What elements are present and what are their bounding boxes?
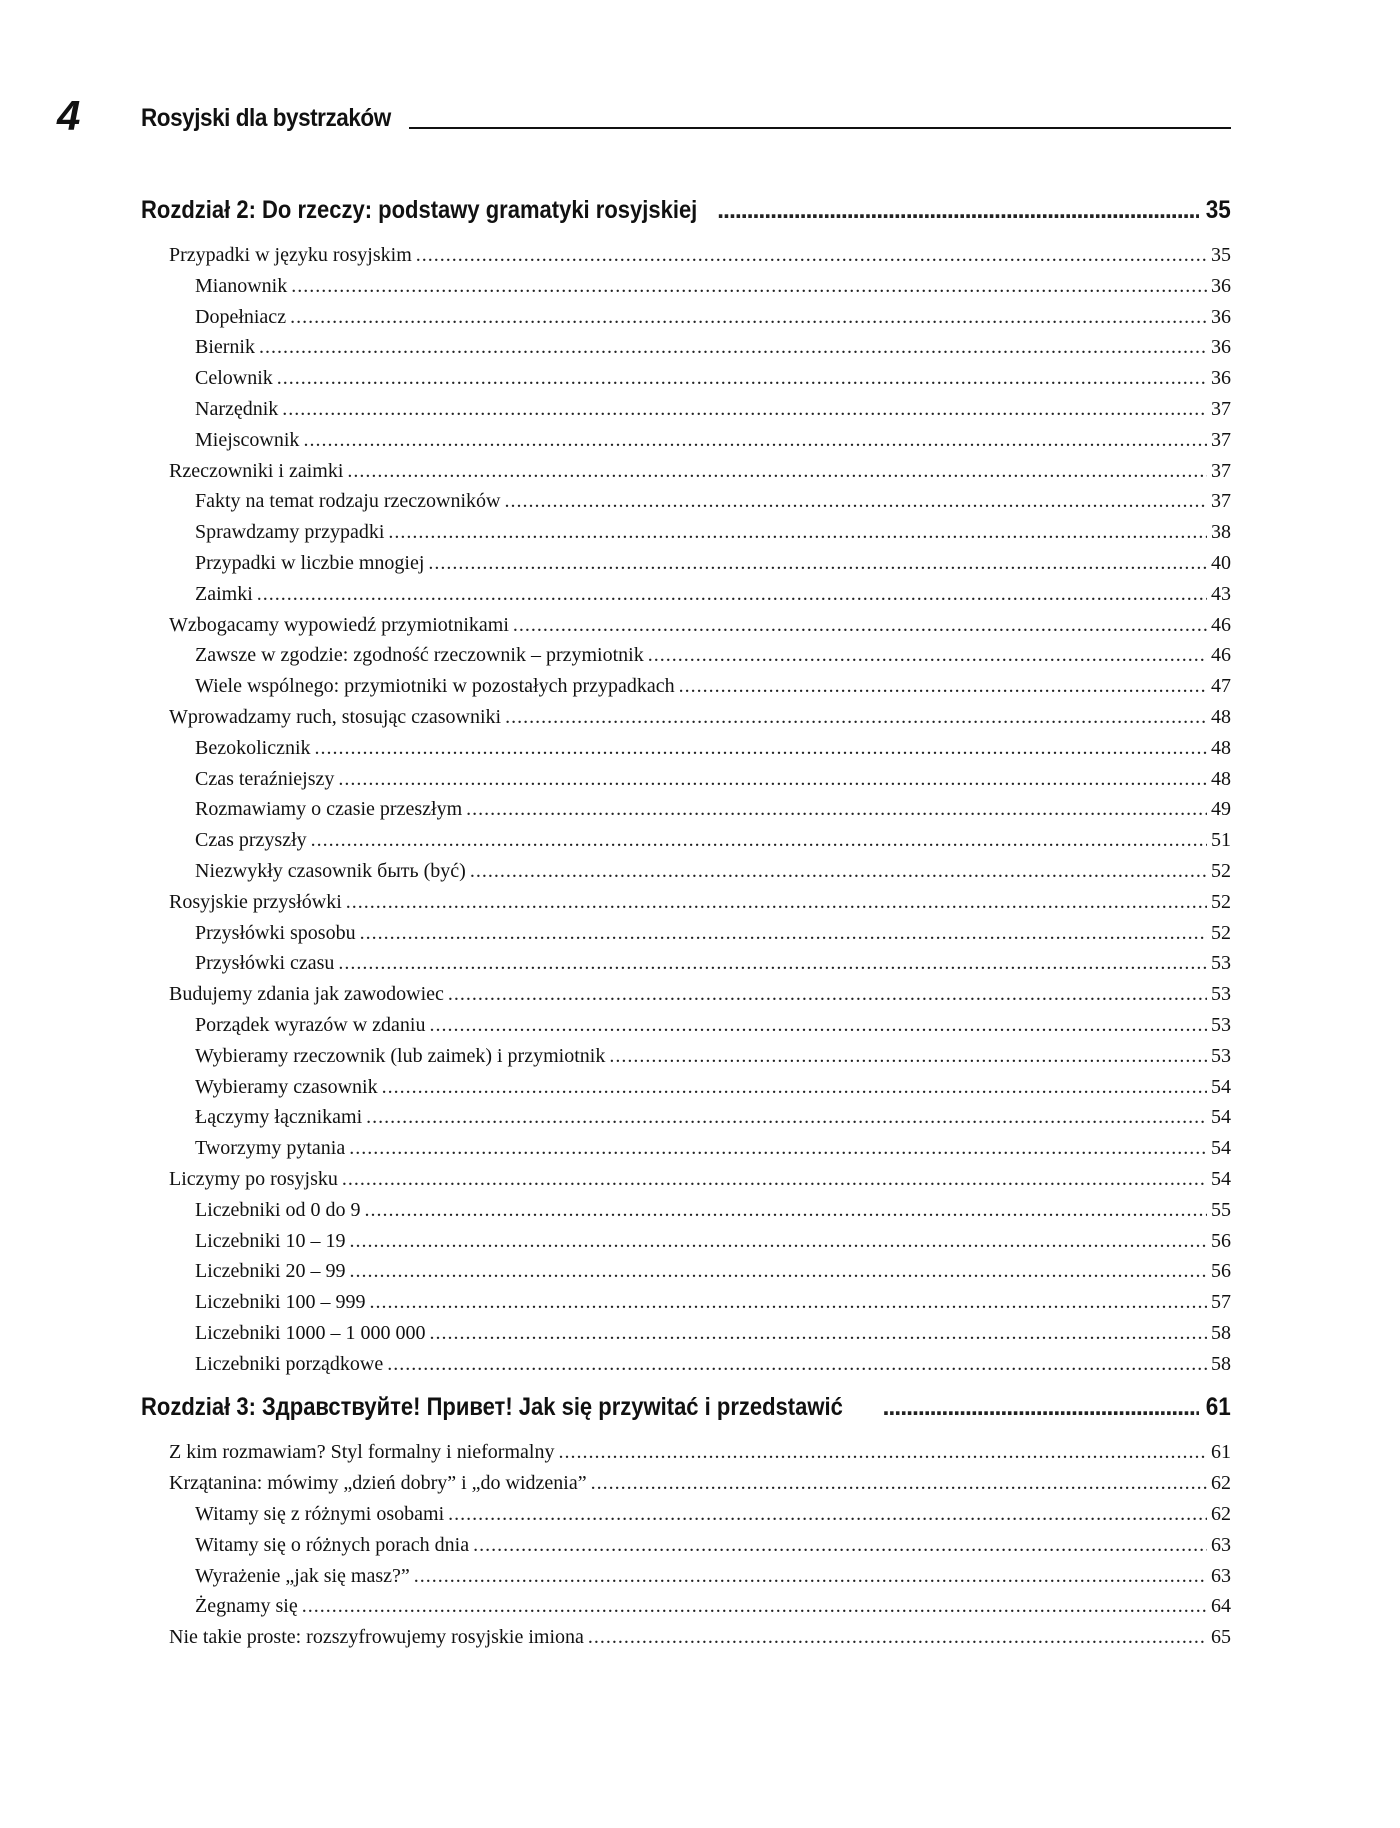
- toc-entry[interactable]: [141, 1472, 1231, 1503]
- leader-dots: [387, 1353, 1207, 1376]
- toc-entry-title: Z kim rozmawiam? Styl formalny i nieformalny: [169, 1441, 555, 1464]
- toc-entry-title: Wybieramy rzeczownik (lub zaimek) i przymiotnik: [195, 1044, 606, 1067]
- toc-entry-page: 64: [1211, 1595, 1231, 1618]
- toc-entry-title: Dopełniacz: [195, 305, 287, 328]
- toc-entry-page: 37: [1211, 459, 1231, 482]
- toc-entry-page: 43: [1211, 582, 1231, 605]
- header-rule: [409, 127, 1231, 129]
- toc-entry-page: 46: [1211, 613, 1231, 636]
- toc-entry-title: Fakty na temat rodzaju rzeczowników: [195, 490, 501, 513]
- toc-entry-title: Witamy się z różnymi osobami: [195, 1503, 445, 1526]
- leader-dots: [302, 1595, 1207, 1618]
- toc-entry-page: 56: [1211, 1229, 1231, 1252]
- leader-dots: [277, 367, 1207, 390]
- toc-entry[interactable]: [141, 1230, 1231, 1261]
- toc-entry[interactable]: [141, 1291, 1231, 1322]
- toc-entry-page: 48: [1211, 705, 1231, 728]
- leader-dots: [382, 1076, 1207, 1099]
- book-title: Rosyjski dla bystrzaków: [141, 104, 391, 132]
- toc-entry-page: 48: [1211, 767, 1231, 790]
- leader-dots: [448, 1503, 1207, 1526]
- toc-entry[interactable]: [141, 460, 1231, 491]
- toc-entry-title: Wprowadzamy ruch, stosując czasowniki: [169, 705, 502, 728]
- toc-entry-page: 63: [1211, 1564, 1231, 1587]
- toc-entry-title: Wybieramy czasownik: [195, 1075, 378, 1098]
- toc-entry[interactable]: [141, 1045, 1231, 1076]
- toc-entry[interactable]: [141, 737, 1231, 768]
- toc-entry[interactable]: [141, 1137, 1231, 1168]
- toc-entry-page: 37: [1211, 428, 1231, 451]
- toc-entry-page: 53: [1211, 1013, 1231, 1036]
- running-header: [141, 104, 1231, 133]
- toc-entry-page: 40: [1211, 551, 1231, 574]
- toc-entry[interactable]: [141, 1441, 1231, 1472]
- toc-entry-title: Krzątanina: mówimy „dzień dobry” i „do widzenia”: [169, 1472, 587, 1495]
- toc-entry-title: Przysłówki czasu: [195, 952, 335, 975]
- table-of-contents: [141, 196, 1231, 1657]
- toc-entry[interactable]: [141, 1565, 1231, 1596]
- toc-entry-title: Narzędnik: [195, 397, 279, 420]
- toc-entry-title: Czas przyszły: [195, 829, 307, 852]
- leader-dots: [883, 1393, 1200, 1422]
- toc-entry[interactable]: [141, 583, 1231, 614]
- toc-entry[interactable]: [141, 829, 1231, 860]
- toc-entry-page: 53: [1211, 983, 1231, 1006]
- leader-dots: [648, 644, 1207, 667]
- toc-entry[interactable]: [141, 952, 1231, 983]
- leader-dots: [470, 860, 1207, 883]
- leader-dots: [346, 891, 1207, 914]
- leader-dots: [338, 952, 1207, 975]
- leader-dots: [679, 675, 1207, 698]
- leader-dots: [365, 1199, 1207, 1222]
- leader-dots: [428, 552, 1207, 575]
- toc-entry-page: 57: [1211, 1291, 1231, 1314]
- toc-entry[interactable]: [141, 1199, 1231, 1230]
- leader-dots: [416, 244, 1207, 267]
- leader-dots: [388, 521, 1207, 544]
- leader-dots: [349, 1137, 1207, 1160]
- toc-entry[interactable]: [141, 1626, 1231, 1657]
- toc-entry[interactable]: [141, 429, 1231, 460]
- toc-entry[interactable]: [141, 1353, 1231, 1384]
- toc-entry-page: 48: [1211, 736, 1231, 759]
- toc-entry-page: 52: [1211, 859, 1231, 882]
- chapter-3-heading[interactable]: [141, 1393, 1231, 1433]
- leader-dots: [513, 614, 1207, 637]
- toc-entry-title: Wzbogacamy wypowiedź przymiotnikami: [169, 613, 509, 636]
- toc-entry-page: 46: [1211, 644, 1231, 667]
- leader-dots: [504, 490, 1207, 513]
- toc-entry-title: Żegnamy się: [195, 1595, 298, 1618]
- toc-entry-page: 54: [1211, 1106, 1231, 1129]
- toc-entry-title: Liczebniki 10 – 19: [195, 1229, 346, 1252]
- chapter-title: Rozdział 2: Do rzeczy: podstawy gramatyki rosyjskiej: [141, 196, 698, 224]
- leader-dots: [291, 275, 1207, 298]
- toc-entry[interactable]: [141, 275, 1231, 306]
- toc-entry-title: Miejscownik: [195, 428, 300, 451]
- toc-entry-title: Wiele wspólnego: przymiotniki w pozostałych przypadkach: [195, 675, 675, 698]
- leader-dots: [366, 1106, 1207, 1129]
- leader-dots: [609, 1045, 1207, 1068]
- toc-entry-title: Czas teraźniejszy: [195, 767, 335, 790]
- toc-entry-title: Tworzymy pytania: [195, 1137, 346, 1160]
- toc-entry[interactable]: [141, 1503, 1231, 1534]
- leader-dots: [448, 983, 1207, 1006]
- toc-entry-page: 55: [1211, 1198, 1231, 1221]
- toc-entry-page: 65: [1211, 1626, 1231, 1649]
- toc-entry-title: Celownik: [195, 367, 273, 390]
- toc-entry-page: 49: [1211, 798, 1231, 821]
- leader-dots: [347, 460, 1207, 483]
- toc-entry[interactable]: [141, 644, 1231, 675]
- toc-entry-page: 51: [1211, 829, 1231, 852]
- toc-entry[interactable]: [141, 1322, 1231, 1353]
- chapter-title: Rozdział 3: Здравствуйте! Привет! Jak się przywitać i przedstawić: [141, 1393, 843, 1422]
- toc-entry[interactable]: [141, 398, 1231, 429]
- toc-entry[interactable]: [141, 1595, 1231, 1626]
- toc-entry[interactable]: [141, 367, 1231, 398]
- toc-entry[interactable]: [141, 306, 1231, 337]
- leader-dots: [290, 306, 1207, 329]
- leader-dots: [558, 1441, 1207, 1464]
- toc-entry-title: Przysłówki sposobu: [195, 921, 356, 944]
- leader-dots: [259, 336, 1207, 359]
- toc-entry[interactable]: [141, 1014, 1231, 1045]
- toc-entry-page: 38: [1211, 521, 1231, 544]
- toc-entry[interactable]: [141, 614, 1231, 645]
- toc-entry-page: 47: [1211, 675, 1231, 698]
- leader-dots: [473, 1534, 1207, 1557]
- toc-entry[interactable]: [141, 891, 1231, 922]
- leader-dots: [342, 1168, 1207, 1191]
- toc-entry-page: 56: [1211, 1260, 1231, 1283]
- leader-dots: [591, 1472, 1207, 1495]
- toc-entry[interactable]: [141, 675, 1231, 706]
- toc-entry-page: 53: [1211, 952, 1231, 975]
- toc-entry-title: Zawsze w zgodzie: zgodność rzeczownik – przymiotnik: [195, 644, 644, 667]
- toc-entry-title: Rzeczowniki i zaimki: [169, 459, 344, 482]
- toc-entry-title: Niezwykły czasownik быть (być): [195, 859, 466, 882]
- toc-entry-title: Liczebniki 1000 – 1 000 000: [195, 1321, 426, 1344]
- toc-entry-title: Łączymy łącznikami: [195, 1106, 363, 1129]
- leader-dots: [429, 1014, 1207, 1037]
- toc-entry-title: Liczymy po rosyjsku: [169, 1167, 338, 1190]
- toc-entry-page: 62: [1211, 1472, 1231, 1495]
- toc-entry[interactable]: [141, 922, 1231, 953]
- leader-dots: [370, 1291, 1207, 1314]
- toc-entry-page: 36: [1211, 336, 1231, 359]
- leader-dots: [505, 706, 1207, 729]
- leader-dots: [466, 798, 1207, 821]
- toc-entry-page: 63: [1211, 1533, 1231, 1556]
- leader-dots: [315, 737, 1207, 760]
- toc-entry[interactable]: [141, 1534, 1231, 1565]
- chapter-page: 61: [1205, 1393, 1231, 1422]
- toc-entry-page: 35: [1211, 244, 1231, 266]
- page-number: 4: [57, 92, 81, 139]
- toc-entry-title: Mianownik: [195, 274, 288, 297]
- leader-dots: [311, 829, 1207, 852]
- toc-entry[interactable]: [141, 1168, 1231, 1199]
- toc-entry-title: Zaimki: [195, 582, 253, 605]
- toc-entry-page: 61: [1211, 1441, 1231, 1464]
- toc-entry-page: 58: [1211, 1352, 1231, 1375]
- chapter-page: 35: [1205, 196, 1231, 224]
- chapter-2-heading[interactable]: [141, 196, 1231, 236]
- chapter-3-entries: [141, 1441, 1231, 1657]
- toc-entry-title: Przypadki w języku rosyjskim: [169, 244, 412, 266]
- toc-entry-title: Biernik: [195, 336, 255, 359]
- leader-dots: [350, 1230, 1207, 1253]
- toc-entry-page: 36: [1211, 274, 1231, 297]
- toc-entry[interactable]: [141, 983, 1231, 1014]
- toc-entry[interactable]: [141, 490, 1231, 521]
- toc-entry-title: Liczebniki porządkowe: [195, 1352, 384, 1375]
- toc-entry-title: Rosyjskie przysłówki: [169, 890, 342, 913]
- toc-entry[interactable]: [141, 1106, 1231, 1137]
- chapter-2-entries: [141, 244, 1231, 1383]
- toc-entry[interactable]: [141, 1076, 1231, 1107]
- toc-entry-page: 58: [1211, 1321, 1231, 1344]
- toc-entry-page: 54: [1211, 1137, 1231, 1160]
- toc-entry-title: Sprawdzamy przypadki: [195, 521, 385, 544]
- toc-entry[interactable]: [141, 706, 1231, 737]
- leader-dots: [303, 429, 1207, 452]
- toc-entry-page: 62: [1211, 1503, 1231, 1526]
- leader-dots: [717, 196, 1199, 225]
- toc-entry-title: Liczebniki od 0 do 9: [195, 1198, 361, 1221]
- toc-entry-page: 36: [1211, 367, 1231, 390]
- toc-entry-title: Bezokolicznik: [195, 736, 311, 759]
- toc-entry-title: Liczebniki 100 – 999: [195, 1291, 366, 1314]
- toc-entry-title: Witamy się o różnych porach dnia: [195, 1533, 470, 1556]
- leader-dots: [282, 398, 1207, 421]
- toc-entry[interactable]: [141, 1260, 1231, 1291]
- toc-entry-page: 54: [1211, 1167, 1231, 1190]
- toc-entry[interactable]: [141, 798, 1231, 829]
- toc-entry-page: 36: [1211, 305, 1231, 328]
- toc-entry[interactable]: [141, 552, 1231, 583]
- toc-entry-title: Rozmawiamy o czasie przeszłym: [195, 798, 463, 821]
- toc-entry-page: 53: [1211, 1044, 1231, 1067]
- toc-entry-title: Budujemy zdania jak zawodowiec: [169, 983, 444, 1006]
- leader-dots: [257, 583, 1207, 606]
- toc-entry-page: 37: [1211, 490, 1231, 513]
- toc-entry-page: 54: [1211, 1075, 1231, 1098]
- toc-entry[interactable]: [141, 336, 1231, 367]
- toc-entry[interactable]: [141, 768, 1231, 799]
- leader-dots: [360, 922, 1207, 945]
- toc-entry-title: Porządek wyrazów w zdaniu: [195, 1013, 426, 1036]
- toc-entry[interactable]: [141, 860, 1231, 891]
- toc-entry-page: 52: [1211, 890, 1231, 913]
- toc-entry-page: 52: [1211, 921, 1231, 944]
- toc-entry-page: 37: [1211, 397, 1231, 420]
- toc-entry-title: Nie takie proste: rozszyfrowujemy rosyjskie imiona: [169, 1626, 584, 1649]
- leader-dots: [414, 1565, 1207, 1588]
- leader-dots: [430, 1322, 1207, 1345]
- toc-entry[interactable]: [141, 521, 1231, 552]
- toc-entry-title: Liczebniki 20 – 99: [195, 1260, 346, 1283]
- toc-entry-title: Przypadki w liczbie mnogiej: [195, 551, 425, 574]
- toc-entry[interactable]: [141, 244, 1231, 275]
- leader-dots: [350, 1260, 1207, 1283]
- leader-dots: [588, 1626, 1207, 1649]
- toc-entry-title: Wyrażenie „jak się masz?”: [195, 1564, 410, 1587]
- leader-dots: [338, 768, 1207, 791]
